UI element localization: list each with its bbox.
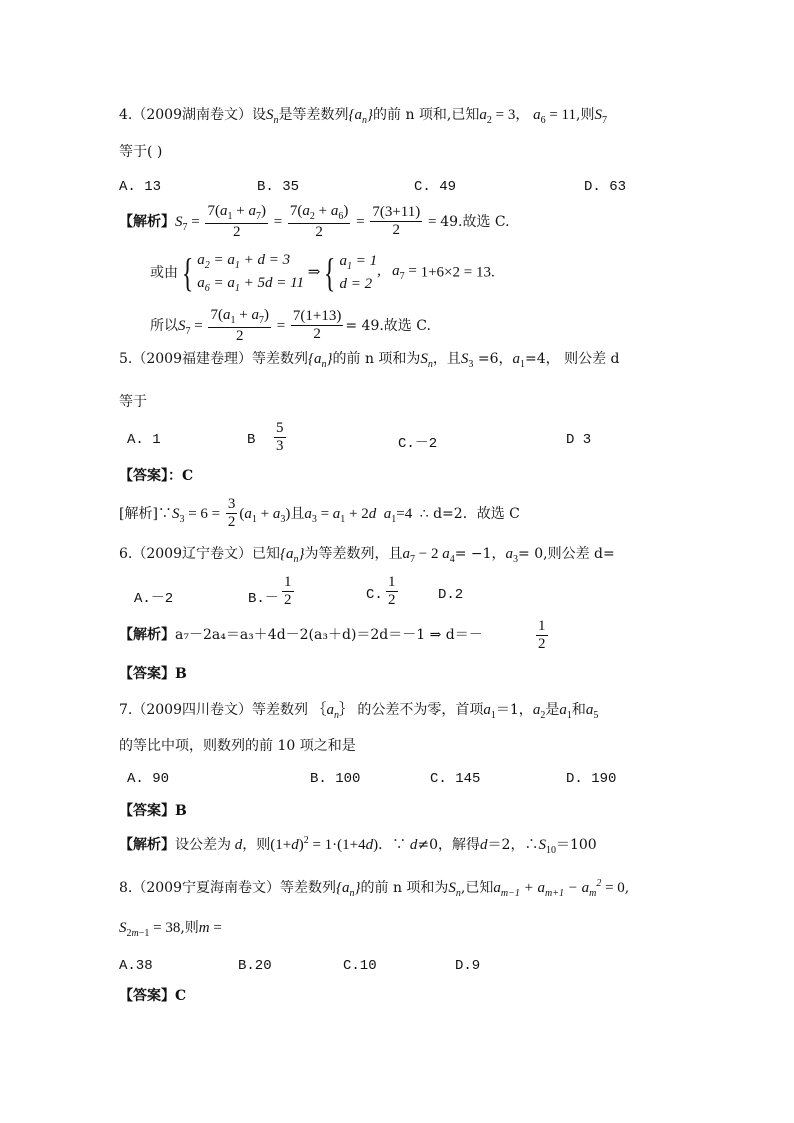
p5-answer: 【答案】：C	[119, 468, 194, 484]
p4-option-c: C. 49	[414, 179, 457, 195]
p8-question-line1: 8.（2009宁夏海南卷文）等差数列$\{a_n\}$的前 n 项和为$S_n$,已知$a_{m-1} + a_{m+1} - a_m^2 = 0$,	[119, 878, 630, 899]
p8-answer: 【答案】C	[119, 988, 187, 1004]
p7-option-c: C. 145	[430, 771, 481, 787]
p7-question-line2: 的等比中项，则数列的前 10 项之和是	[119, 738, 356, 754]
p6-answer: 【答案】B	[119, 666, 187, 682]
p4-option-a: A. 13	[119, 179, 162, 195]
p4-option-d: D. 63	[584, 179, 627, 195]
p5-option-a: A. 1	[127, 432, 161, 448]
p6-solution-fraction: $\frac{1}{2}$	[538, 618, 546, 653]
p8-option-c: C.10	[343, 958, 377, 974]
p7-option-d: D. 190	[566, 771, 617, 787]
p6-option-a: A.－2	[134, 591, 174, 607]
p5-option-b: B	[247, 432, 256, 448]
p5-question-line1: 5.（2009福建卷理）等差数列$\{a_n\}$的前 n 项和为$S_n$，且$S_3 =6$，$a_1=4$， 则公差 d	[119, 351, 620, 370]
p6-solution: 【解析】a₇－2a₄＝a₃＋4d－2(a₃＋d)＝2d＝－1 ⇒ d＝－	[119, 627, 483, 643]
p5-question-line2: 等于	[119, 394, 147, 410]
p7-answer: 【答案】B	[119, 803, 187, 819]
p4-system: 或由{ $a_2 = a_1 + d = 3$ $a_6 = a_1 + 5d = 11$ ⇒{ $a_1 = 1$ d = 2, $a_7 = 1+6\times 2 = 13$.	[150, 250, 495, 295]
p6-option-c-fraction: $\frac{1}{2}$	[388, 574, 396, 609]
p6-question: 6.（2009辽宁卷文）已知$\{a_n\}$为等差数列，且$a_7 - 2$ $a_4= -1$，$a_3= 0$,则公差 d=	[119, 546, 615, 565]
p4-question-line1: 4.（2009湖南卷文）设$S_n$是等差数列$\{a_n\}$的前 n 项和,已知$a_2 = 3$， $a_6 = 11$,则$S_7$	[119, 107, 607, 126]
p7-question-line1: 7.（2009四川卷文）等差数列 $\{a_n\}$ 的公差不为零，首项$a_1=1$，$a_2$是$a_1$和$a_5$	[119, 702, 599, 721]
p6-option-d: D.2	[438, 587, 464, 603]
p8-option-b: B.20	[238, 958, 272, 974]
p5-option-c: C.－2	[398, 436, 438, 452]
p8-option-d: D.9	[455, 958, 481, 974]
p8-question-line2: $S_{2m-1} = 38$,则m =	[119, 920, 222, 939]
p7-option-a: A. 90	[127, 771, 170, 787]
p7-solution: 【解析】设公差为 d，则$(1+d)^2 = 1\cdot(1+4d)$．∵ d≠0，解得d＝2，$\therefore S_{10}=100$	[119, 835, 597, 856]
p6-option-b-fraction: $\frac{1}{2}$	[284, 574, 292, 609]
p5-option-d: D 3	[566, 432, 592, 448]
p5-option-b-fraction: $\frac{5}{3}$	[276, 420, 284, 455]
p6-option-c: C.	[366, 587, 383, 603]
p4-question-line2: 等于( )	[119, 144, 163, 160]
p4-solution: 【解析】$S_7$ = $\frac{7(a_1 + a_7)}{2}$ = $\frac{7(a_2 + a_6)}{2}$ = $\frac{7(3+11)}{2}$ = 49.故选 C.	[119, 203, 510, 240]
p5-solution: [解析]$\because S_3 = 6$ = $\frac{3}{2}$ $(a_1 + a_3)$且$a_3 = a_1 + 2d$ $a_1=4$ ∴ d=2．故选 C	[119, 496, 520, 531]
p4-conclusion: 所以$S_7$ = $\frac{7(a_1 + a_7)}{2}$ = $\frac{7(1+13)}{2}$ = 49.故选 C.	[150, 307, 431, 344]
p4-option-b: B. 35	[257, 179, 300, 195]
p7-option-b: B. 100	[310, 771, 361, 787]
p8-option-a: A.38	[119, 958, 153, 974]
p6-option-b: B.－	[248, 591, 279, 607]
